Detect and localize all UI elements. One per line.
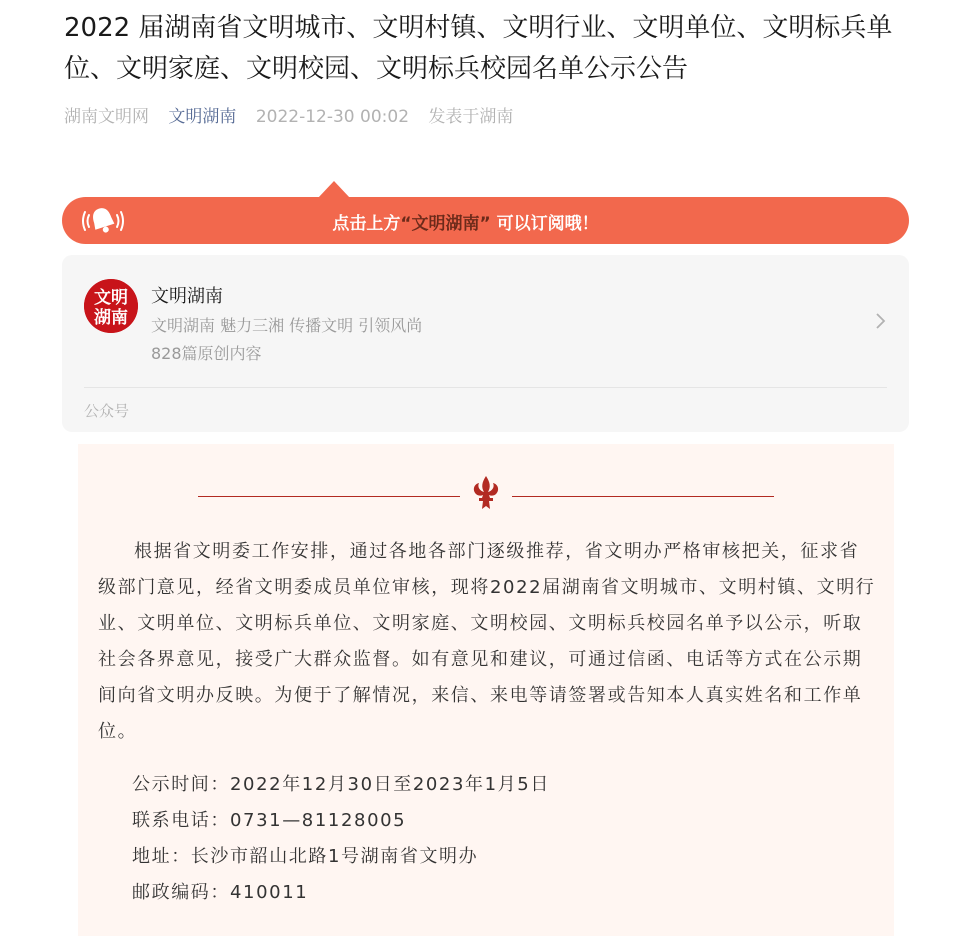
card-divider [84, 387, 887, 388]
account-type-label: 公众号 [84, 402, 130, 420]
avatar-text-bottom: 湖南 [94, 308, 128, 328]
account-profile-card[interactable] [62, 255, 909, 432]
account-link[interactable]: 文明湖南 [168, 107, 237, 127]
publish-location: 发表于湖南 [428, 107, 514, 127]
banner-suffix: 可以订阅哦！ [490, 214, 599, 234]
divider-right [512, 496, 774, 497]
contact-address: 地址：长沙市韶山北路1号湖南省文明办 [132, 846, 479, 867]
divider-left [198, 496, 460, 497]
article-source: 湖南文明网 [64, 107, 149, 127]
subscribe-banner[interactable] [62, 197, 909, 244]
publish-datetime: 2022-12-30 00:02 [255, 107, 410, 127]
fleur-de-lis-icon [470, 474, 502, 512]
contact-phone: 联系电话：0731—81128005 [132, 810, 407, 831]
account-name: 文明湖南 [151, 286, 223, 307]
announcement-paragraph: 根据省文明委工作安排，通过各地各部门逐级推荐，省文明办严格审核把关，征求省级部门意见，经省文明委成员单位审核，现将2022届湖南省文明城市、文明村镇、文明行业、文明单位、文明标兵单位、文明家庭、文明校园、文明标兵校园名单予以公示，听取社会各界意见，接受广大群众监督。如有意见和建议，可通过信函、电话等方式在公示期间向省文明办反映。为便于了解情况，来信、来电等请签署或告知本人真实姓名和工作单位。 [98, 541, 876, 742]
article-body [78, 444, 894, 936]
banner-prefix: 点击上方 [332, 214, 401, 234]
banner-pointer [318, 181, 350, 198]
account-avatar [84, 279, 138, 333]
article-meta [64, 102, 527, 127]
avatar-text-top: 文明 [94, 288, 128, 308]
banner-text [62, 209, 909, 234]
publicity-period: 公示时间：2022年12月30日至2023年1月5日 [132, 774, 550, 795]
chevron-right-icon[interactable] [875, 311, 887, 331]
banner-highlight: “文明湖南” [400, 214, 491, 234]
postal-code: 邮政编码：410011 [132, 882, 309, 903]
article-title: 2022 届湖南省文明城市、文明村镇、文明行业、文明单位、文明标兵单位、文明家庭、文明校园、文明标兵校园名单公示公告 [64, 13, 893, 84]
account-description: 文明湖南 魅力三湘 传播文明 引领风尚 [151, 316, 423, 335]
original-count: 828篇原创内容 [151, 344, 262, 363]
